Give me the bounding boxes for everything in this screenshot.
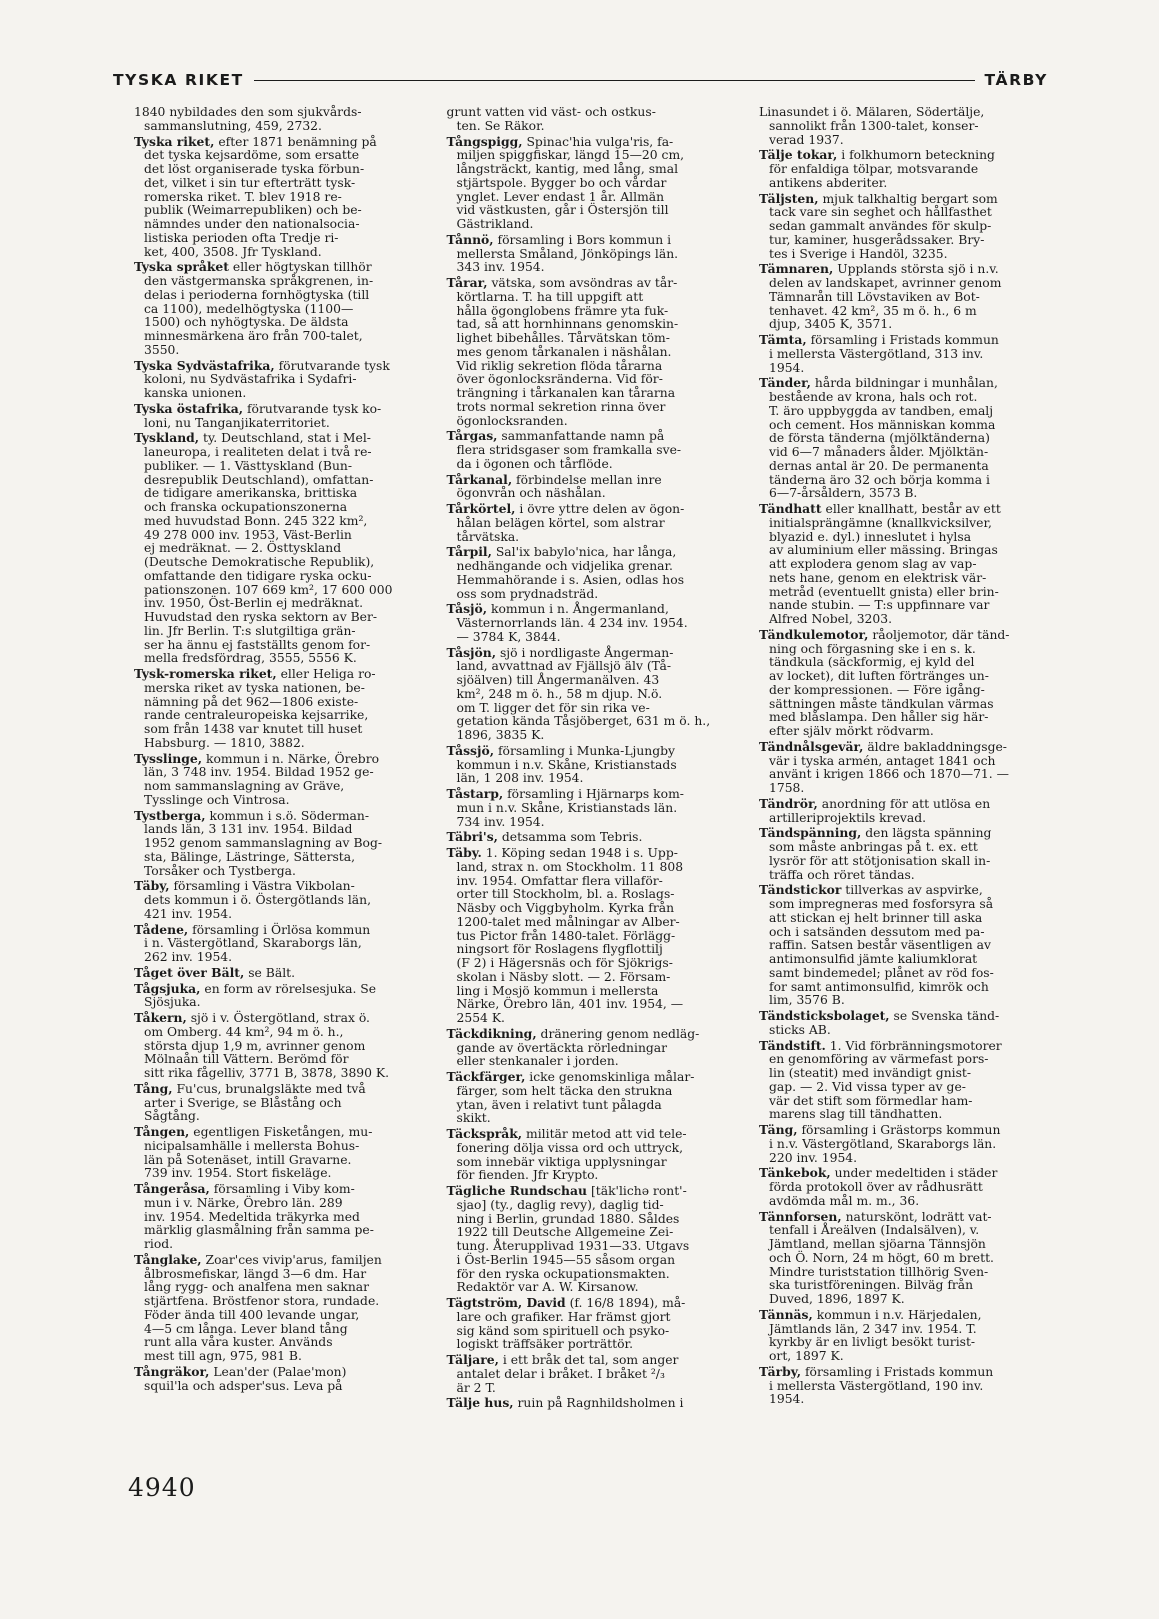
entry-headword: Tådene, — [134, 921, 189, 937]
entry-text: församling i Hjärnarps kom- mun i n.v. Skåne, Kristianstads län. 734 inv. 1954. — [456, 787, 684, 829]
entry-headword: Tånglake, — [134, 1251, 202, 1267]
entry-headword: Tång, — [134, 1080, 173, 1096]
entry-text: Upplands största sjö i n.v. delen av landskapet, avrinner genom Tämnarån till Lövstaviken av Bot- tenhavet. 42 km², 35 m ö. h., 6 m djup, 3405 K, 3571. — [769, 262, 1002, 332]
dictionary-entry — [134, 982, 415, 1011]
entry-text: förutvarande tysk koloni, nu Sydvästafrika i Sydafri- kanska unionen. — [144, 358, 390, 400]
entry-headword: Tåsjön, — [446, 644, 497, 660]
entry-headword: Tämta, — [759, 332, 807, 347]
dictionary-entry — [759, 797, 1040, 826]
entry-headword: Tämnaren, — [759, 261, 834, 277]
entry-text: 1. Vid förbränningsmotorer en genomföring av värmefast pors- lin (steatit) med invändigt gnist- gap. — 2. Vid vissa typer av ge- vär det stift som förmedlar ham- marens slag till tändhatten. — [769, 1038, 1002, 1122]
entry-headword: Tågsjuka, — [134, 980, 201, 996]
entry-headword: Tången, — [134, 1124, 190, 1139]
entry-headword: Tändstickor — [759, 882, 842, 898]
dictionary-entry — [447, 106, 728, 134]
column-1 — [134, 106, 415, 1412]
entry-text: Lean'der (Palae'mon) squil'la och adsper'sus. Leva på — [144, 1364, 347, 1393]
entry-headword: Tårpil, — [446, 544, 492, 560]
dictionary-entry — [759, 1123, 1040, 1165]
column-2 — [447, 106, 728, 1412]
page-number: 4940 — [128, 1473, 196, 1502]
entry-headword: Tysslinge, — [134, 750, 203, 766]
dictionary-entry — [134, 106, 415, 134]
entry-text: förutvarande tysk ko- loni, nu Tanganjikaterritoriet. — [144, 401, 382, 430]
entry-text: eller Heliga ro- merska riket av tyska nationen, be- nämning på det 962—1806 existe- rande centraleuropeiska kejsarrike, som från 1438 var knutet till huset Habsburg. — 1810, 3882. — [144, 667, 376, 750]
dictionary-entry — [759, 376, 1040, 501]
entry-headword: Täby, — [134, 878, 170, 894]
entry-columns — [134, 106, 1040, 1412]
entry-text: (f. 16/8 1894), må- lare och grafiker. Har främst gjort sig känd som spirituell och psyko- logiskt träffsäker porträttör. — [456, 1296, 686, 1352]
entry-headword: Tysk-romerska riket, — [134, 666, 277, 681]
entry-headword: Tåsjö, — [446, 601, 488, 617]
entry-text: i övre yttre delen av ögon- hålan belägen körtel, som alstrar tårvätska. — [456, 502, 685, 544]
entry-headword: Tystberga, — [134, 807, 206, 823]
entry-text: hårda bildningar i munhålan, bestående av krona, hals och rot. T. äro uppbyggda av tandben, emalj och cement. Hos människan komma de första tänderna (mjölktänderna) vid 6—7 månaders ålder. Mjölktän- dernas antal är 20. De permanenta tänderna äro 32 och börja komma i 6—7-årsåldern, 3573 B. — [769, 376, 998, 501]
dictionary-entry — [447, 1070, 728, 1126]
dictionary-entry — [759, 883, 1040, 1008]
entry-text: ty. Deutschland, stat i Mel- laneuropa, i realiteten delat i två re- publiker. — 1. Västtyskland (Bun- desrepublik Deutschland), omfattan- de tidigare amerikanska, brittiska och franska ockupationszonerna med huvudstad Bonn. 245 322 km², 49 278 000 inv. 1953, Väst-Berlin ej medräknat. — 2. Östtyskland (Deutsche Demokratische Republik), omfattande den tidigare ryska ocku- pationszonen. 107 669 km², 17 600 000 inv. 1950, Öst-Berlin ej medräknat. Huvudstad den ryska sektorn av Ber- lin. Jfr Berlin. T:s slutgiltiga grän- ser ha ännu ej fastställts genom for- mella fredsfördrag, 3555, 5556 K. — [144, 431, 393, 666]
dictionary-entry — [447, 1353, 728, 1395]
entry-headword: Täljare, — [446, 1352, 499, 1367]
header-right-guideword: TÄRBY — [984, 71, 1048, 89]
entry-headword: Tändkulemotor, — [759, 626, 869, 642]
entry-headword: Tårar, — [446, 275, 488, 290]
dictionary-entry — [447, 502, 728, 544]
entry-headword: Tänkebok, — [759, 1165, 831, 1181]
entry-headword: Tångräkor, — [134, 1363, 210, 1379]
dictionary-entry — [134, 359, 415, 401]
entry-text: mjuk talkhaltig bergart som tack vare sin seghet och hållfasthet sedan gammalt användes för skulp- tur, kaminer, husgerådssaker. Bry- tes i Sverige i Handöl, 3235. — [769, 191, 998, 261]
dictionary-entry — [447, 846, 728, 1026]
entry-headword: Tårkanal, — [446, 471, 513, 487]
dictionary-entry — [447, 646, 728, 743]
entry-headword: Tyska Sydvästafrika, — [134, 357, 275, 373]
entry-headword: Täckfärger, — [446, 1069, 526, 1084]
entry-headword: Tärby, — [759, 1363, 802, 1379]
dictionary-entry — [134, 879, 415, 921]
dictionary-entry — [134, 1082, 415, 1124]
header-left-guideword: TYSKA RIKET — [113, 71, 244, 89]
entry-text: i folkhumorn beteckning för enfaldiga tölpar, motsvarande antikens abderiter. — [769, 148, 995, 190]
dictionary-entry — [447, 1396, 728, 1411]
dictionary-entry — [447, 545, 728, 601]
entry-text: Sal'ix babylo'nica, har långa, nedhängande och vidjelika grenar. Hemmahörande i s. Asien, odlas hos oss som prydnadsträd. — [456, 545, 685, 601]
entry-headword: Tändrör, — [759, 795, 818, 811]
entry-headword: Tändhatt — [759, 501, 822, 516]
dictionary-entry — [447, 473, 728, 502]
dictionary-entry — [759, 740, 1040, 796]
entry-text: församling i Västra Vikbolan- dets kommun i ö. Östergötlands län, 421 inv. 1954. — [144, 879, 372, 921]
entry-text: eller högtyskan tillhör den västgermanska språkgrenen, in- delas i perioderna fornhögtyska (till ca 1100), medelhögtyska (1100— 1500) och nyhögtyska. De äldsta minnesmärkena äro från 700-talet, 3550. — [144, 260, 374, 357]
dictionary-entry — [134, 966, 415, 981]
dictionary-entry — [447, 1296, 728, 1352]
entry-headword: Tåkern, — [134, 1010, 187, 1025]
dictionary-entry — [447, 276, 728, 428]
entry-text: naturskönt, lodrätt vat- tenfall i Åreälven (Indalsälven), v. Jämtland, mellan sjöarna Tännsjön och Ö. Norn, 24 m högt, 60 m brett. Mindre turiststation tillhörig Sven- ska turistföreningen. Bilväg från Duved, 1896, 1897 K. — [769, 1209, 994, 1306]
entry-text: egentligen Fisketången, mu- nicipalsamhälle i mellersta Bohus- län på Sotenäset, intill Gravarne. 739 inv. 1954. Stort fiskeläge. — [144, 1125, 373, 1181]
dictionary-entry — [447, 1184, 728, 1295]
dictionary-entry — [759, 333, 1040, 375]
entry-headword: Tyska språket — [134, 259, 229, 275]
entry-headword: Tyska östafrika, — [134, 400, 244, 416]
running-header — [113, 66, 1048, 94]
dictionary-entry — [759, 826, 1040, 882]
dictionary-entry — [134, 1011, 415, 1081]
dictionary-entry — [759, 1039, 1040, 1123]
dictionary-entry — [447, 744, 728, 786]
entry-headword: Tårkörtel, — [446, 501, 516, 516]
entry-text: Zoar'ces vivip'arus, familjen ålbrosmefiskar, längd 3—6 dm. Har lång rygg- och analfena men saknar stjärtfena. Bröstfenor stora, rundade. Föder ända till 400 levande ungar, 4—5 cm långa. Lever bland tång runt alla våra kuster. Används mest till agn, 975, 981 B. — [144, 1252, 382, 1363]
entry-text: råoljemotor, där tänd- ning och förgasning ske i en s. k. tändkula (säckformig, ej kyld del av locket), dit luften förtränges un- der kompressionen. — Före igång- sättningen måste tändkulan värmas med blåslampa. Den håller sig här- efter själv mörkt rödvarm. — [769, 627, 1010, 738]
dictionary-entry — [134, 923, 415, 965]
dictionary-entry — [759, 628, 1040, 739]
entry-headword: Tälje hus, — [446, 1395, 514, 1411]
entry-text: församling i Fristads kommun i mellersta Västergötland, 313 inv. 1954. — [769, 333, 999, 375]
entry-text: förbindelse mellan inre ögonvrån och näshålan. — [456, 472, 662, 501]
entry-text: under medeltiden i städer förda protokoll över av rådhusrätt avdömda mål m. m., 36. — [769, 1166, 998, 1208]
entry-text: kommun i n.v. Härjedalen, Jämtlands län, 2 347 inv. 1954. T. kyrkby är en livligt besökt turist- ort, 1897 K. — [769, 1307, 982, 1363]
entry-headword: Tåstarp, — [446, 786, 504, 801]
entry-text: församling i Grästorps kommun i n.v. Västergötland, Skaraborgs län. 220 inv. 1954. — [769, 1123, 1001, 1165]
entry-text: 1. Köping sedan 1948 i s. Upp- land, strax n. om Stockholm. 11 808 inv. 1954. Omfattar flera villaför- orter till Stockholm, bl. a. Roslags- Näsby och Viggbyholm. Kyrka från 1200-talet med målningar av Alber- tus Pictor från 1480-talet. Förlägg- ningsort för Roslagens flygflottilj (F 2) i Hägersnäs och för Sjökrigs- skolan i Näsby slott. — 2. Försam- ling i Mosjö kommun i mellersta Närke, Örebro län, 401 inv. 1954, — 2554 K. — [456, 846, 684, 1025]
entry-headword: Tännäs, — [759, 1306, 813, 1322]
dictionary-entry — [134, 402, 415, 431]
entry-text: Fu'cus, brunalgsläkte med två arter i Sverige, se Blåstång och Sågtång. — [144, 1081, 366, 1124]
entry-headword: Tägliche Rundschau — [446, 1183, 588, 1198]
dictionary-entry — [759, 1308, 1040, 1364]
dictionary-entry — [447, 135, 728, 232]
entry-text: kommun i n. Ångermanland, Västernorrlands län. 4 234 inv. 1954. — 3784 K, 3844. — [456, 602, 688, 644]
dictionary-entry — [134, 135, 415, 260]
entry-text: se Bält. — [244, 965, 296, 980]
entry-text: församling i Bors kommun i mellersta Småland, Jönköpings län. 343 inv. 1954. — [456, 232, 679, 275]
entry-headword: Tåget över Bält, — [134, 964, 245, 980]
dictionary-entry — [759, 502, 1040, 627]
entry-headword: Tändstift. — [759, 1037, 826, 1053]
entry-text: grunt vatten vid väst- och ostkus- ten. Se Räkor. — [446, 105, 656, 133]
dictionary-entry — [759, 1009, 1040, 1038]
entry-text: sjö i nordligaste Ångerman- land, avvattnad av Fjällsjö älv (Tå- sjöälven) till Ångermanälven. 43 km², 248 m ö. h., 58 m djup. N.ö. om T. ligger det för sin rika ve- getation kända Tåsjöberget, 631 m ö. h., 1896, 3835 K. — [456, 645, 711, 742]
entry-text: detsamma som Tebris. — [497, 830, 643, 845]
dictionary-entry — [134, 752, 415, 808]
entry-text: eller knallhatt, består av ett initialsprängämne (knallkvicksilver, blyazid e. dyl.) inneslutet i hylsa av aluminium eller mässing. Bringas att explodera genom slag av vap- nets hane, genom en elektrisk vär- metråd (eventuellt gnista) eller brin- nande stubin. — T:s uppfinnare var Alfred Nobel, 3203. — [769, 502, 1001, 626]
dictionary-entry — [134, 1253, 415, 1364]
header-rule — [254, 80, 975, 81]
entry-text: den lägsta spänning som måste anbringas på t. ex. ett lysrör för att stötjonisation skall in- träffa och röret tändas. — [769, 826, 992, 882]
dictionary-entry — [447, 787, 728, 829]
entry-headword: Täljsten, — [759, 190, 819, 206]
entry-text: en form av rörelsesjuka. Se Sjösjuka. — [144, 981, 377, 1010]
dictionary-entry — [134, 260, 415, 357]
entry-headword: Tändnålsgevär, — [759, 738, 864, 754]
dictionary-entry — [134, 1182, 415, 1252]
dictionary-entry — [134, 1365, 415, 1394]
entry-headword: Tyskland, — [134, 430, 200, 446]
entry-text: sjö i v. Östergötland, strax ö. om Omberg. 44 km², 94 m ö. h., största djup 1,9 m, avrinner genom Mölnaån till Vättern. Berömd för sitt rika fågelliv, 3771 B, 3878, 3890 K. — [144, 1011, 390, 1080]
dictionary-entry — [447, 1027, 728, 1069]
entry-headword: Tåssjö, — [446, 742, 495, 758]
dictionary-entry — [134, 1125, 415, 1181]
dictionary-entry — [447, 429, 728, 471]
entry-text: ruin på Ragnhildsholmen i — [513, 1396, 684, 1411]
entry-text: anordning för att utlösa en artilleriprojektils krevad. — [769, 796, 991, 825]
entry-headword: Tyska riket, — [134, 133, 215, 149]
entry-headword: Tännforsen, — [759, 1208, 842, 1224]
entry-headword: Tänder, — [759, 375, 811, 391]
entry-headword: Täckspråk, — [446, 1126, 523, 1141]
dictionary-entry — [759, 1210, 1040, 1307]
entry-text: församling i Örlösa kommun i n. Västergötland, Skaraborgs län, 262 inv. 1954. — [144, 922, 371, 964]
entry-headword: Tånnö, — [446, 231, 494, 247]
entry-headword: Tändspänning, — [759, 825, 862, 841]
entry-text: kommun i s.ö. Söderman- lands län, 3 131 inv. 1954. Bildad 1952 genom sammanslagning av Bog- sta, Bälinge, Lästringe, Sättersta, Torsåker och Tystberga. — [144, 808, 383, 878]
entry-headword: Tångeråsa, — [134, 1181, 210, 1196]
dictionary-entry — [759, 1365, 1040, 1407]
entry-headword: Täby. — [446, 845, 482, 860]
entry-text: kommun i n. Närke, Örebro län, 3 748 inv. 1954. Bildad 1952 ge- nom sammanslagning av Gräve, Tysslinge och Vintrosa. — [144, 751, 380, 807]
entry-text: äldre bakladdningsge- vär i tyska armén, antaget 1841 och använt i krigen 1866 och 1870—71. — 1758. — [769, 739, 1009, 795]
dictionary-entry — [447, 233, 728, 275]
entry-headword: Tälje tokar, — [759, 147, 838, 163]
dictionary-entry — [447, 1127, 728, 1183]
entry-text: Linasundet i ö. Mälaren, Södertälje, sannolikt från 1300-talet, konser- verad 1937. — [759, 105, 985, 147]
entry-text: församling i Munka-Ljungby kommun i n.v. Skåne, Kristianstads län, 1 208 inv. 1954. — [456, 743, 677, 786]
entry-text: församling i Viby kom- mun i v. Närke, Örebro län. 289 inv. 1954. Medeltida träkyrka med märklig glasmålning från samma pe- riod. — [144, 1182, 374, 1251]
entry-text: Spinac'hia vulga'ris, fa- miljen spiggfiskar, längd 15—20 cm, långsträckt, kantig, med lång, smal stjärtspole. Bygger bo och vårdar ynglet. Lever endast 1 år. Allmän vid västkusten, går i Östersjön till Gästrikland. — [456, 134, 685, 231]
dictionary-entry — [134, 809, 415, 879]
entry-headword: Tändsticksbolaget, — [759, 1008, 890, 1023]
entry-text: dränering genom nedläg- gande av övertäckta rörledningar eller stenkanaler i jorden. — [456, 1026, 700, 1069]
entry-text: icke genomskinliga målar- färger, som helt täcka den strukna ytan, även i relativt tunt pålagda skikt. — [456, 1070, 695, 1126]
dictionary-entry — [759, 148, 1040, 190]
entry-text: församling i Fristads kommun i mellersta Västergötland, 190 inv. 1954. — [769, 1364, 994, 1407]
dictionary-entry — [134, 431, 415, 666]
entry-headword: Täckdikning, — [446, 1025, 537, 1041]
entry-text: efter 1871 benämning på det tyska kejsardöme, som ersatte det löst organiserade tyska förbun- det, vilket i sin tur efterträtt tysk- romerska riket. T. blev 1918 re- publik (Weimarrepubliken) och be- nämndes under den nationalsocia- listiska perioden ofta Tredje ri- ket, 400, 3508. Jfr Tyskland. — [144, 134, 377, 259]
entry-headword: Tägtström, David — [446, 1295, 566, 1310]
entry-headword: Tårgas, — [446, 428, 498, 444]
dictionary-entry — [447, 602, 728, 644]
entry-headword: Täbri's, — [446, 829, 498, 845]
dictionary-entry — [759, 1166, 1040, 1208]
dictionary-entry — [759, 262, 1040, 332]
entry-text: 1840 nybildades den som sjukvårds- sammanslutning, 459, 2732. — [134, 105, 362, 133]
entry-text: sammanfattande namn på flera stridsgaser som framkalla sve- da i ögonen och tårflöde. — [456, 429, 682, 471]
entry-headword: Tångspigg, — [446, 133, 523, 149]
entry-text: tillverkas av aspvirke, som impregneras med fosforsyra så att stickan ej helt brinner till aska och i satsänden dessutom med pa- raffin. Satsen består väsentligen av antimonsulfid jämte kaliumklorat samt bindemedel; plånet av röd fos- for samt antimonsulfid, kimrök och lim, 3576 B. — [769, 883, 994, 1008]
entry-text: vätska, som avsöndras av tår- körtlarna. T. ha till uppgift att hålla ögonglobens främre yta fuk- tad, så att hornhinnans genomskin- lighet bibehålles. Tårvätskan töm- mes genom tårkanalen i näshålan. Vid riklig sekretion flöda tårarna över ögonlocksränderna. Vid för- trängning i tårkanalen kan tårarna trots normal sekretion rinna över ögonlocksranden. — [456, 276, 679, 428]
entry-text: i ett bråk det tal, som anger antalet delar i bråket. I bråket ²/₃ är 2 T. — [456, 1353, 679, 1395]
dictionary-entry — [759, 106, 1040, 147]
dictionary-entry — [447, 830, 728, 845]
column-3 — [759, 106, 1040, 1412]
entry-text: militär metod att vid tele- fonering dölja vissa ord och uttryck, som innebär viktiga upplysningar för fienden. Jfr Krypto. — [456, 1127, 687, 1183]
entry-text: se Svenska tänd- sticks AB. — [769, 1009, 1000, 1037]
dictionary-entry — [134, 667, 415, 751]
dictionary-entry — [759, 192, 1040, 262]
entry-headword: Täng, — [759, 1122, 798, 1137]
entry-text: [täk'lichə ront'- sjao] (ty., daglig revy), daglig tid- ning i Berlin, grundad 1880. Såldes 1922 till Deutsche Allgemeine Zei- tung. Återupplivad 1931—33. Utgavs i Öst-Berlin 1945—55 såsom organ för den ryska ockupationsmakten. Redaktör var A. W. Kirsanow. — [456, 1184, 690, 1295]
